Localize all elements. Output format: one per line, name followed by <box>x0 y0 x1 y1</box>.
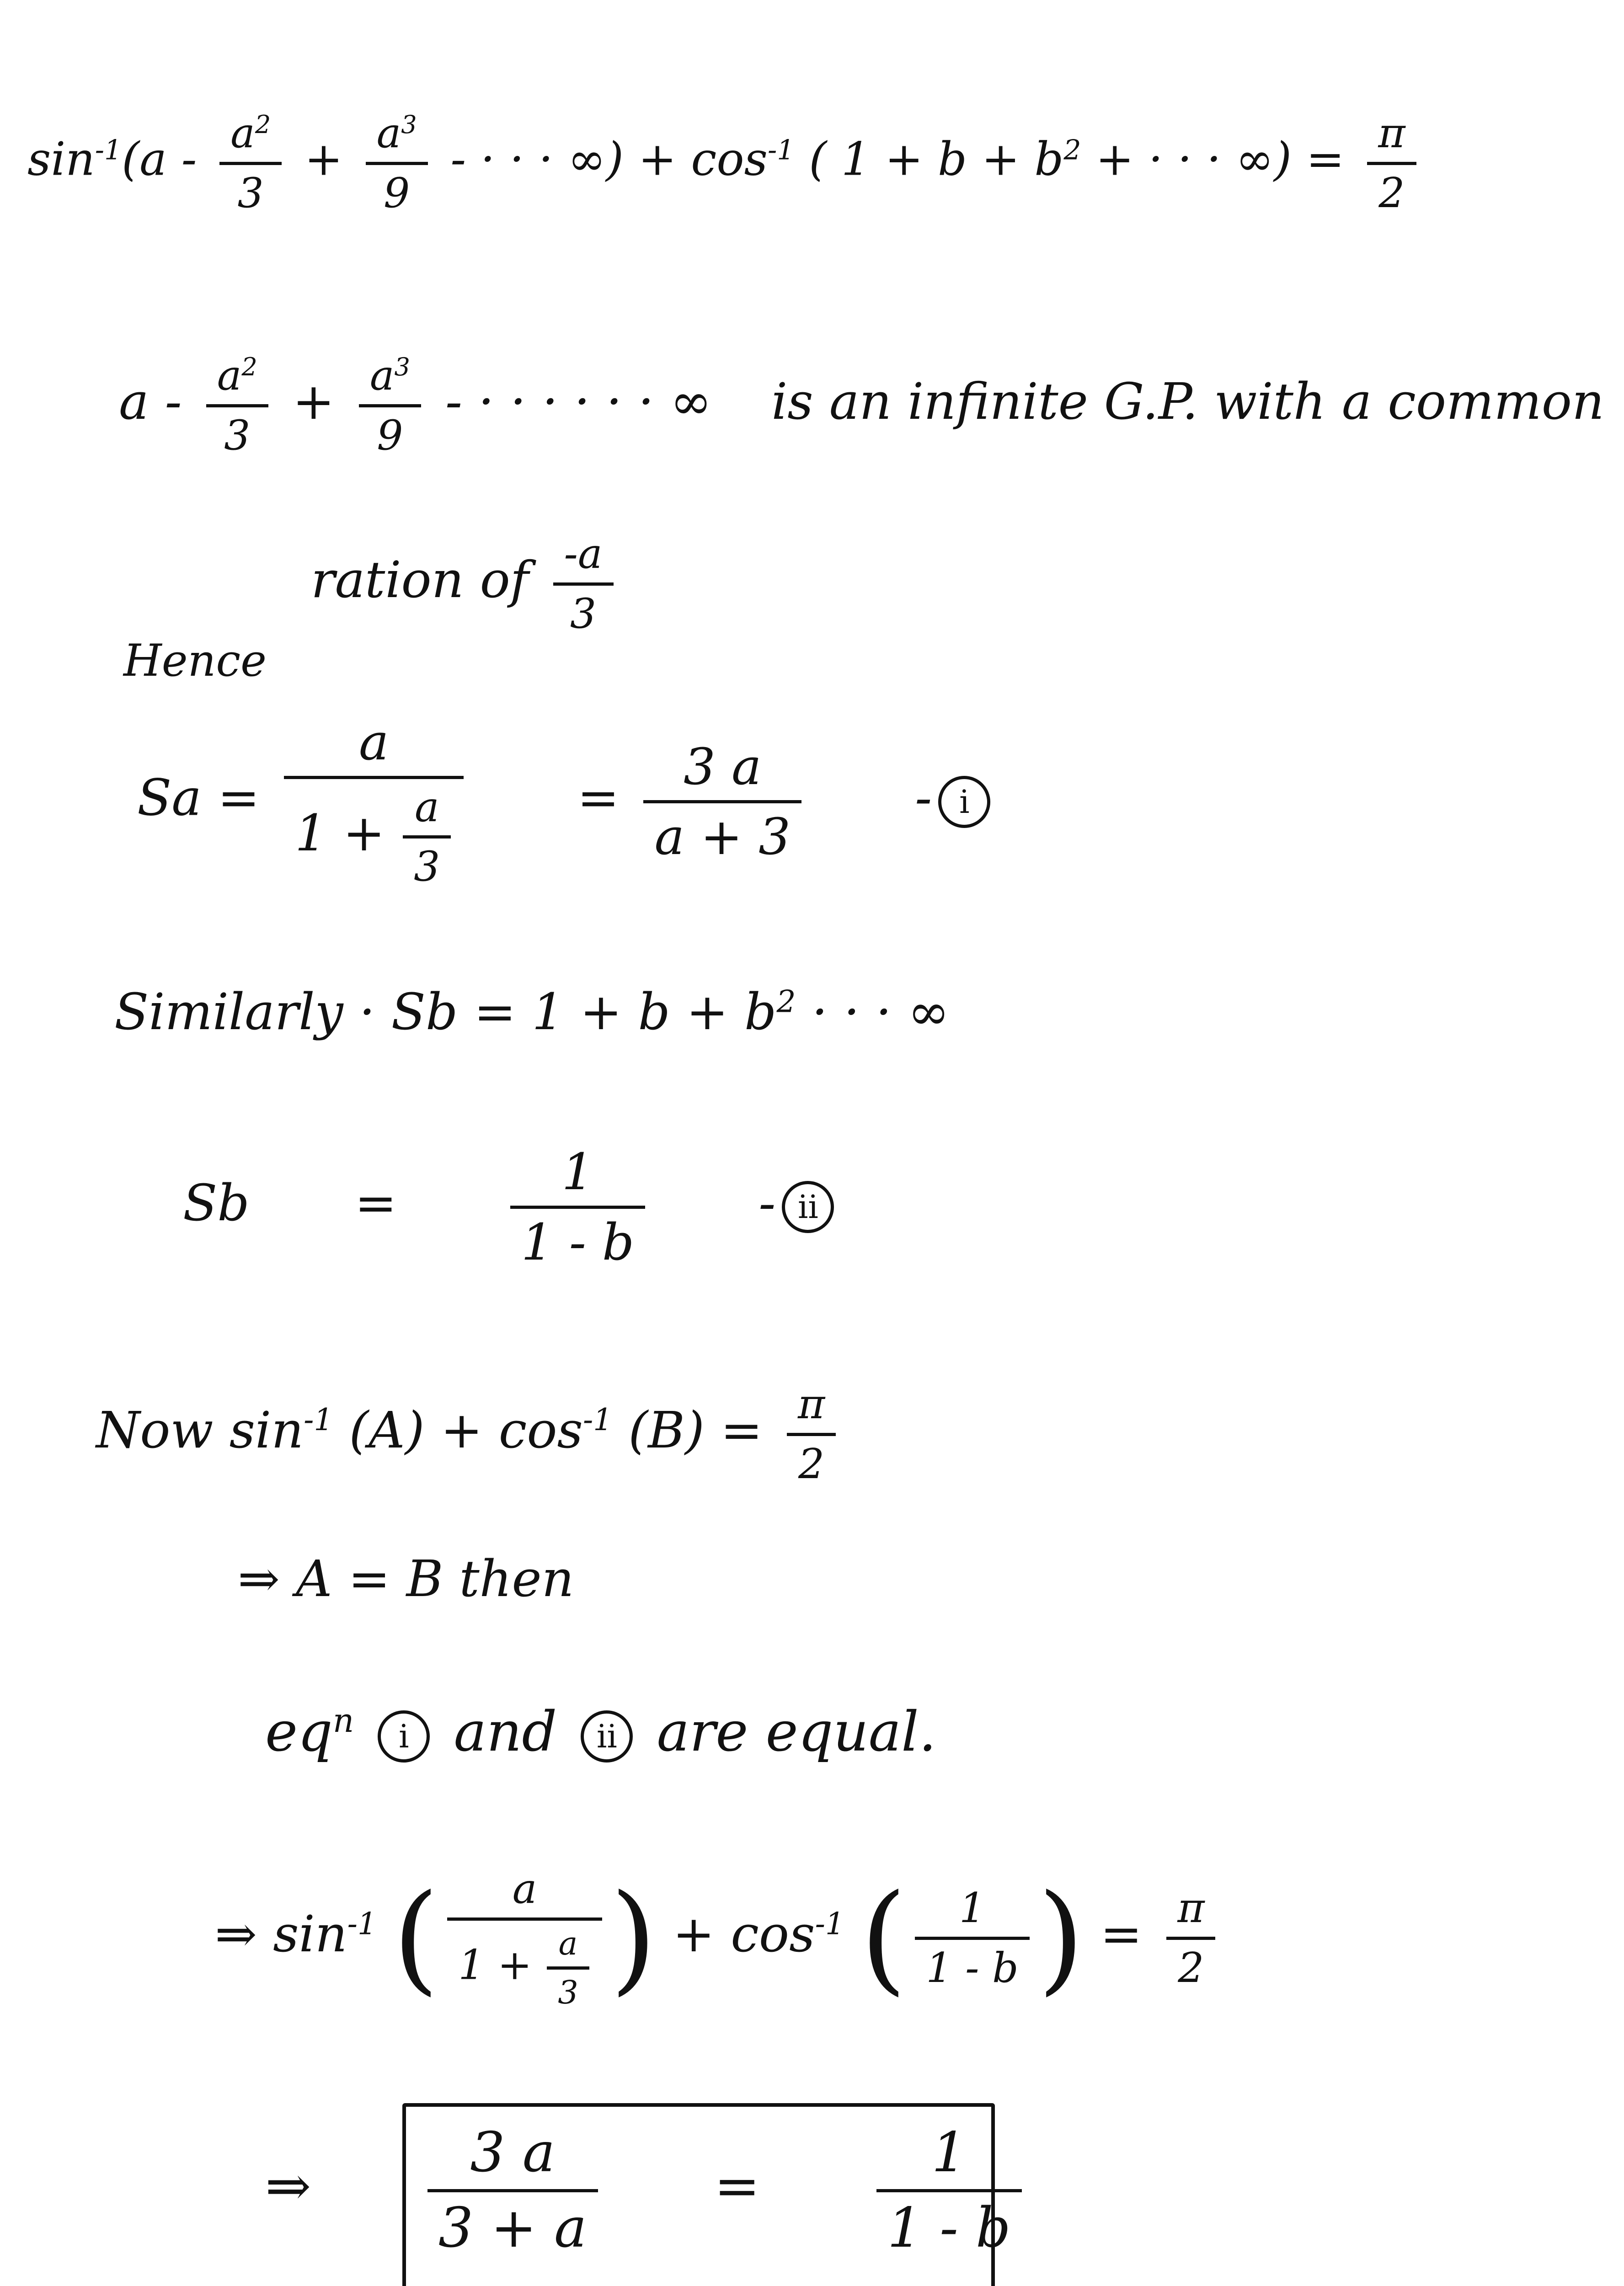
inverse-sup-4: -1 <box>583 1402 613 1438</box>
equation-ref-i: i <box>378 1710 430 1763</box>
inverse-sup-5: -1 <box>347 1906 377 1942</box>
sin-text: sin <box>27 132 95 186</box>
equation-label-i: i <box>938 776 990 828</box>
plus-cos: + cos <box>673 1905 815 1964</box>
identity-statement <box>96 1381 844 1488</box>
equals-sign-2: = <box>354 1173 397 1232</box>
fraction-a2-3: $\frac{a^2}{3}$ <box>219 110 282 217</box>
fraction-neg-a-3: $\frac{-a}{3}$ <box>553 530 614 637</box>
eq-text: eq <box>265 1700 333 1764</box>
equals-sign: = <box>577 768 620 827</box>
b-sup-2: 2 <box>776 984 796 1020</box>
equation-given <box>27 110 1425 217</box>
gp-description: is an infinite G.P. with a common <box>771 372 1604 431</box>
plus-sign: + <box>304 132 343 186</box>
series-b: ( 1 + b + b <box>809 132 1064 186</box>
inverse-sup-2: -1 <box>767 134 795 166</box>
equations-equal <box>265 1701 936 1764</box>
fraction-a3-9-b: $\frac{a^3}{9}$ <box>359 352 421 459</box>
dots-infinity: - · · · · · · ∞ <box>445 372 712 431</box>
equation-ref-ii: ii <box>581 1710 633 1763</box>
now-sin: Now sin <box>96 1400 304 1459</box>
dots-infinity-2: · · · ∞ <box>812 983 950 1041</box>
sb-lhs: Sb <box>183 1173 250 1232</box>
sa-lhs: Sa = <box>137 768 260 827</box>
hence-label <box>123 636 267 686</box>
a-minus: a - <box>119 372 182 431</box>
hence-text: Hence <box>123 635 267 686</box>
label-dash-2: - <box>759 1173 776 1232</box>
fraction-1-over-1-minus-b-c: $\frac{1}{1 - b}$ <box>876 2121 1022 2260</box>
inverse-sup: -1 <box>95 134 122 166</box>
similarly-sb <box>114 983 950 1041</box>
b-equals: (B) = <box>628 1400 763 1459</box>
fraction-1-over-1-minus-b: $\frac{1}{1 - b}$ <box>510 1143 646 1271</box>
open-text: (a - <box>122 132 212 186</box>
b-sup: 2 <box>1063 134 1081 166</box>
plus-sign-2: + <box>292 372 335 431</box>
a-equals-b <box>238 1550 574 1608</box>
fraction-3a-over-3-plus-a: $\frac{3 a}{3 + a}$ <box>427 2121 598 2260</box>
similarly-text: Similarly · Sb = 1 + b + b <box>114 983 777 1041</box>
implies-sin: ⇒ sin <box>215 1905 347 1964</box>
fraction-pi-2-b: $\frac{\pi}{2}$ <box>787 1381 836 1488</box>
tail-text-2: + · · · ∞) = <box>1095 132 1345 186</box>
fraction-a2-3-b: $\frac{a^2}{3}$ <box>206 352 268 459</box>
fraction-1-over-1-minus-b-b: $\frac{1}{1 - b}$ <box>915 1885 1030 1992</box>
sum-sb <box>183 1143 840 1271</box>
n-sup: n <box>332 1701 354 1740</box>
fraction-a-over-1-plus-a3: a 1 + $\frac{a}{3}$ <box>284 713 464 891</box>
ratio-text: ration of <box>311 550 529 609</box>
fraction-a-over-1-plus-a3-b: a 1 + $\frac{a}{3}$ <box>447 1865 602 2011</box>
inverse-sup-3: -1 <box>304 1402 333 1438</box>
substituted-equation: ⇒ $\sin^{-1}$ ( a 1 + $\frac{a}{3}$ ) + $\cos^{-1}$ ( $\frac{1}{1 - b}$ ) = $\frac{\pi}{2}$ <box>215 1865 1223 2011</box>
implies-arrow: ⇒ <box>265 2154 311 2218</box>
fraction-3a-over-a-plus-3: $\frac{3 a}{a + 3}$ <box>643 738 801 866</box>
fraction-pi-2-c: $\frac{\pi}{2}$ <box>1166 1885 1215 1992</box>
label-dash: - <box>915 768 932 827</box>
series-description <box>119 352 1604 459</box>
fraction-pi-2: $\frac{\pi}{2}$ <box>1367 110 1416 217</box>
boxed-equation-content <box>265 2121 1030 2260</box>
fraction-a3-9: $\frac{a^3}{9}$ <box>366 110 428 217</box>
inverse-sup-6: -1 <box>815 1906 844 1942</box>
sum-sa <box>137 713 997 891</box>
and-text: and <box>454 1700 557 1764</box>
are-equal-text: are equal. <box>657 1700 936 1764</box>
tail-text: - · · · ∞) + cos <box>450 132 768 186</box>
equation-label-ii: ii <box>782 1181 834 1233</box>
a-plus-cos: (A) + cos <box>349 1400 583 1459</box>
equals-sign-4: = <box>714 2154 760 2218</box>
common-ratio <box>311 530 622 637</box>
a-equals-b-text: ⇒ A = B then <box>238 1549 574 1608</box>
equals-sign-3: = <box>1100 1905 1143 1964</box>
